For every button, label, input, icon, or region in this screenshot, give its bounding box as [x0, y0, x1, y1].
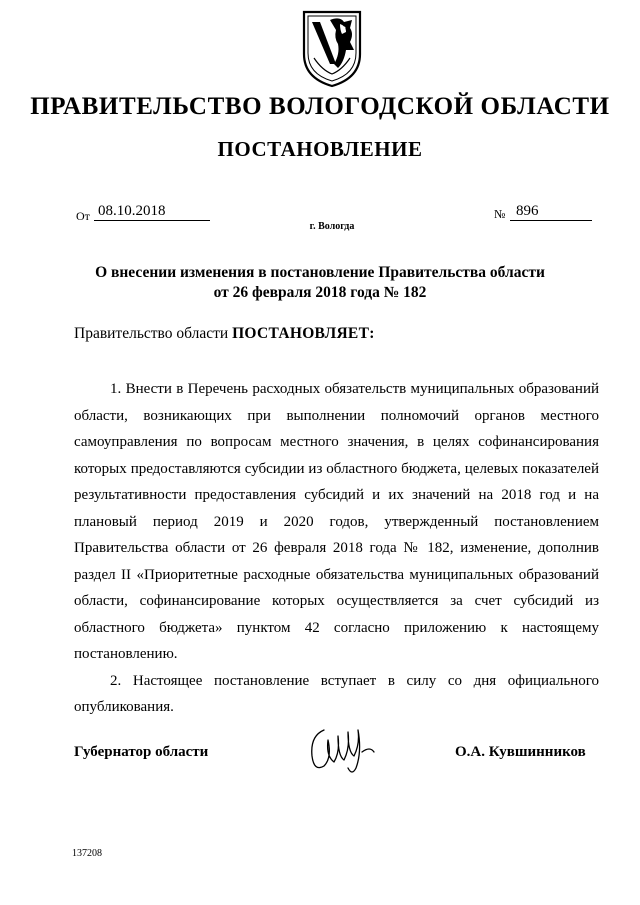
document-number: 896	[510, 203, 592, 221]
document-subject	[0, 263, 640, 303]
coat-of-arms-emblem	[300, 8, 364, 90]
document-body	[74, 376, 599, 721]
decree-intro: Правительство области	[74, 325, 229, 342]
city-label: г. Вологда	[309, 221, 355, 232]
signatory-position: Губернатор области	[74, 744, 209, 760]
government-title: ПРАВИТЕЛЬСТВО ВОЛОГОДСКОЙ ОБЛАСТИ	[30, 93, 610, 120]
paragraph-2: 2. Настоящее постановление вступает в силу со дня официального опубликования.	[74, 672, 599, 715]
handwritten-signature	[304, 722, 380, 780]
date-value: 08.10.2018	[94, 203, 210, 221]
signatory-name: О.А. Кувшинников	[455, 744, 586, 760]
document-type-title: ПОСТАНОВЛЕНИЕ	[217, 137, 423, 161]
decree-keyword: ПОСТАНОВЛЯЕТ:	[232, 325, 375, 342]
footer-code: 137208	[72, 848, 102, 859]
decree-statement	[74, 325, 375, 343]
date-label: От	[76, 209, 90, 223]
subject-line-2: от 26 февраля 2018 года № 182	[213, 284, 427, 301]
paragraph-1: 1. Внести в Перечень расходных обязательств муниципальных образований области, возникающих при выполнении полномочий органов местного самоуправления по вопросам местного значения, в целях софинансирования которых предоставляются субсидии из областного бюджета, целевых показателей результативности предоставления субсидий и их значений на 2018 год и на плановый период 2019 и 2020 годов, утвержденный постановлением Правительства области от 26 февраля 2018 года № 182, изменение, дополнив раздел II «Приоритетные расходные обязательства муниципальных образований области, софинансирование которых осуществляется за счет субсидий из областного бюджета» пунктом 42 согласно приложению к настоящему постановлению.	[74, 381, 599, 662]
subject-line-1: О внесении изменения в постановление Правительства области	[95, 264, 545, 281]
number-label: №	[494, 207, 506, 221]
